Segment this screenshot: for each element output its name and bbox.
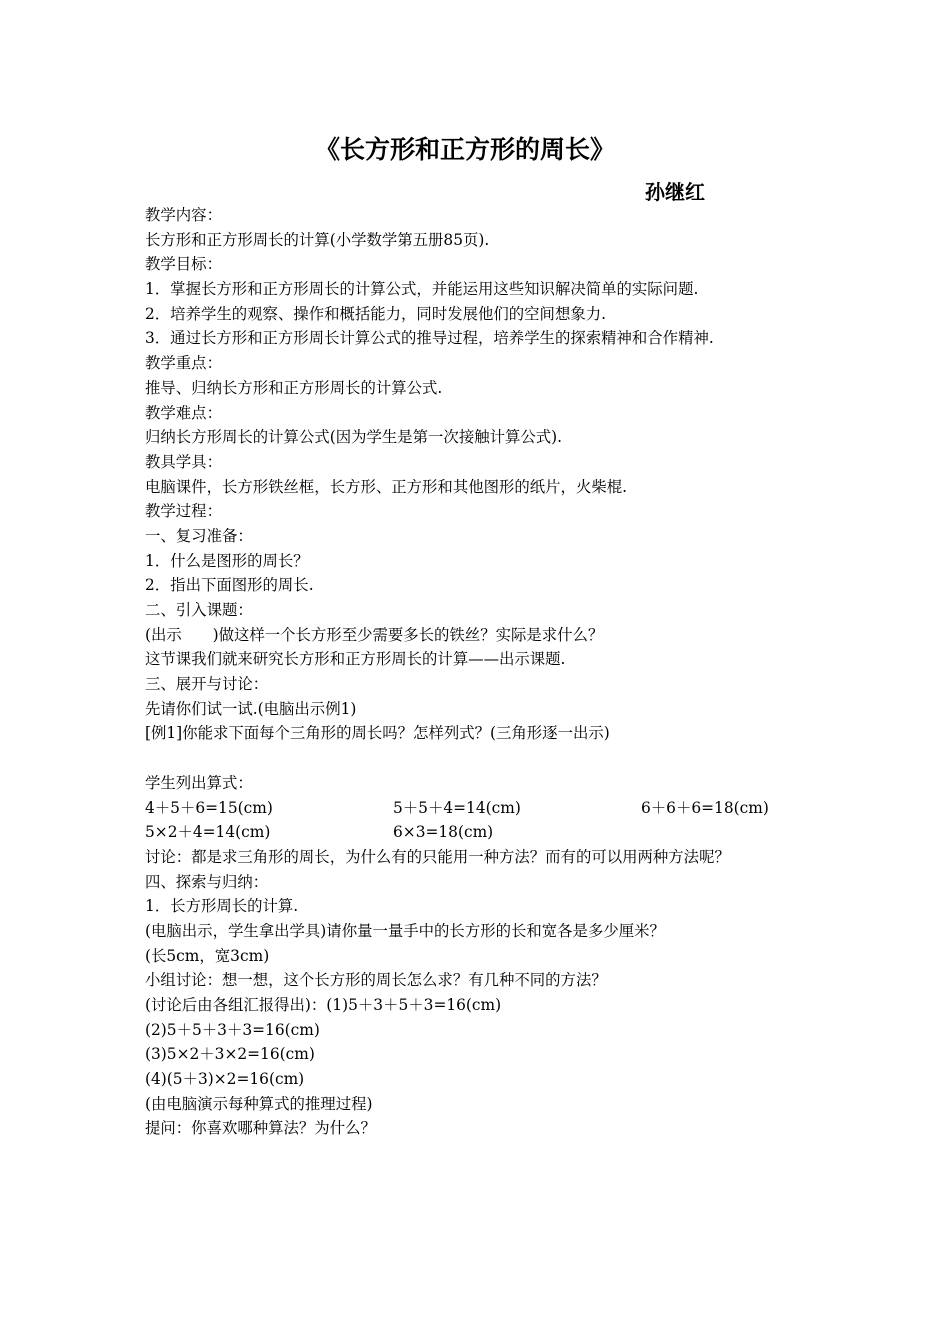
formula-row	[145, 820, 813, 845]
document-body	[145, 203, 813, 1141]
text-paragraph: 1．掌握长方形和正方形周长的计算公式，并能运用这些知识解决简单的实际问题.	[145, 280, 699, 299]
text-line: 四、探索与归纳：	[145, 872, 269, 891]
text-line: 教学目标：	[145, 255, 222, 274]
text-line: 提问：你喜欢哪种算法？为什么？	[145, 1119, 376, 1138]
text-paragraph: 3．通过长方形和正方形周长计算公式的推导过程，培养学生的探索精神和合作精神.	[145, 329, 714, 348]
text-line: 教学难点：	[145, 403, 222, 422]
text-line: 一、复习准备：	[145, 526, 253, 545]
text-line: 推导、归纳长方形和正方形周长的计算公式.	[145, 378, 443, 397]
text-line: 教学重点：	[145, 354, 222, 373]
text-line: (2)5＋5＋3＋3=16(cm)	[145, 1020, 320, 1039]
text-line: 1．什么是图形的周长？	[145, 551, 309, 570]
text-line: 电脑课件，长方形铁丝框，长方形、正方形和其他图形的纸片，火柴棍.	[145, 477, 628, 496]
text-line: 1．长方形周长的计算.	[145, 897, 299, 916]
formula: 5×2＋4=14(cm)	[145, 823, 271, 842]
text-line: 这节课我们就来研究长方形和正方形周长的计算——出示课题.	[145, 650, 566, 669]
document-title: 《长方形和正方形的周长》	[314, 135, 615, 164]
formula: 5＋5＋4=14(cm)	[393, 798, 521, 817]
text-line: [例1]你能求下面每个三角形的周长吗？怎样列式？(三角形逐一出示)	[145, 724, 610, 743]
text-line: (出示 )做这样一个长方形至少需要多长的铁丝？实际是求什么？	[145, 625, 604, 644]
text-line: 二、引入课题：	[145, 601, 253, 620]
formula: 6＋6＋6=18(cm)	[641, 798, 769, 817]
author-name: 孙继红	[645, 180, 705, 204]
text-line: 小组讨论：想一想，这个长方形的周长怎么求？有几种不同的方法？	[145, 971, 607, 990]
text-line: (3)5×2＋3×2=16(cm)	[145, 1045, 315, 1064]
text-line: (讨论后由各组汇报得出)：(1)5＋3＋5＋3=16(cm)	[145, 996, 502, 1015]
text-line: 归纳长方形周长的计算公式(因为学生是第一次接触计算公式).	[145, 428, 563, 447]
text-line: (由电脑演示每种算式的推理过程)	[145, 1094, 373, 1113]
blank-line	[145, 746, 813, 771]
text-line: 2．培养学生的观察、操作和概括能力，同时发展他们的空间想象力.	[145, 304, 607, 323]
text-line: (电脑出示，学生拿出学具)请你量一量手中的长方形的长和宽各是多少厘米？	[145, 921, 665, 940]
text-line: 教具学具：	[145, 452, 222, 471]
formula-row	[145, 796, 813, 821]
text-paragraph: 讨论：都是求三角形的周长，为什么有的只能用一种方法？而有的可以用两种方法呢？	[145, 847, 730, 866]
text-line: (4)(5＋3)×2=16(cm)	[145, 1070, 305, 1089]
formula: 4＋5＋6=15(cm)	[145, 798, 273, 817]
text-line: 长方形和正方形周长的计算(小学数学第五册85页).	[145, 230, 490, 249]
text-line: 2．指出下面图形的周长.	[145, 576, 314, 595]
text-line: 先请你们试一试.(电脑出示例1)	[145, 699, 357, 718]
text-line: 教学内容：	[145, 206, 222, 224]
text-line: 教学过程：	[145, 502, 222, 521]
text-line: 三、展开与讨论：	[145, 675, 269, 694]
formula: 6×3=18(cm)	[393, 823, 494, 842]
text-line: (长5cm，宽3cm)	[145, 946, 270, 965]
text-line: 学生列出算式：	[145, 773, 253, 792]
